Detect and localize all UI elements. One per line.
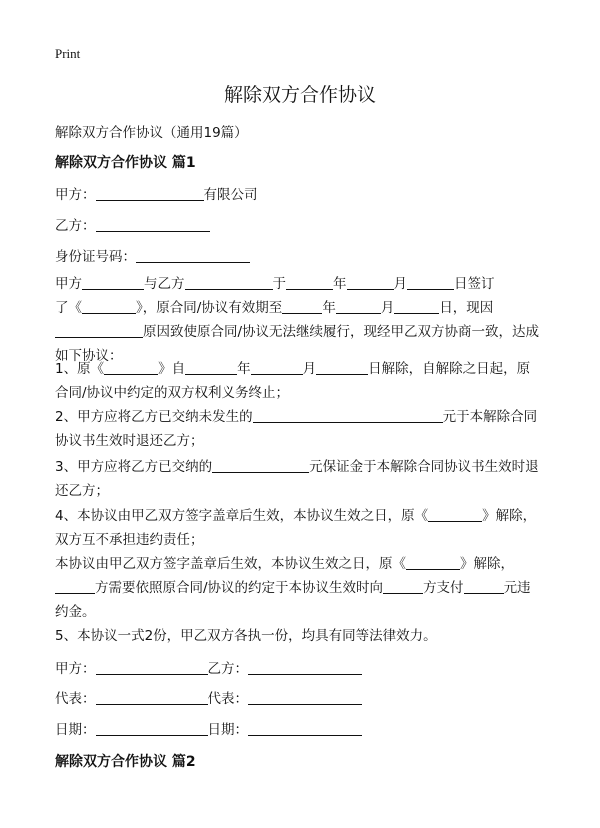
clause-3 [55, 455, 555, 503]
sig-label: 甲方： [55, 661, 96, 677]
clause-text: 合同/协议中约定的双方权利义务终止； [55, 385, 290, 401]
intro-paragraph [55, 272, 555, 368]
blank [55, 323, 143, 338]
blank [248, 690, 362, 705]
clause-text: 元违 [503, 580, 531, 596]
intro-text: 月 [393, 276, 407, 292]
blank [383, 579, 423, 594]
intro-text: 日签订 [454, 276, 495, 292]
clause-text: 2、甲方应将乙方已交纳未发生的 [55, 409, 253, 425]
clause-text: 》自 [158, 361, 186, 377]
signature-row-date [55, 718, 362, 738]
blank [282, 299, 322, 314]
clause-2 [55, 405, 555, 453]
sig-label: 日期： [207, 722, 248, 738]
intro-text: 年 [322, 300, 336, 316]
party-b-label: 乙方： [55, 218, 96, 234]
clause-4 [55, 504, 555, 552]
clause-text: 日解除，自解除之日起，原 [368, 361, 531, 377]
id-number-blank [136, 248, 250, 263]
blank [316, 360, 368, 375]
signature-row-party [55, 657, 362, 677]
print-link[interactable]: Print [55, 46, 81, 61]
sig-label: 代表： [207, 691, 248, 707]
party-a-suffix: 有限公司 [203, 187, 258, 203]
clause-text: 约金。 [55, 604, 96, 620]
party-a-blank [96, 186, 204, 201]
blank [96, 721, 208, 736]
blank [407, 275, 454, 290]
clause-text: 双方互不承担违约责任； [55, 532, 204, 548]
sig-label: 代表： [55, 691, 96, 707]
id-number-label: 身份证号码： [55, 249, 136, 265]
clause-text: 元于本解除合同 [442, 409, 538, 425]
blank [104, 360, 158, 375]
clause-text: 年 [237, 361, 251, 377]
document-title: 解除双方合作协议 [223, 84, 376, 106]
blank [96, 660, 208, 675]
party-a-label: 甲方： [55, 187, 96, 203]
intro-text: 甲方 [55, 276, 82, 292]
intro-text: 与乙方 [144, 276, 185, 292]
clause-text: 》解除， [460, 556, 514, 572]
blank [464, 579, 504, 594]
blank [55, 579, 95, 594]
clause-text: 本协议由甲乙双方签字盖章后生效，本协议生效之日，原《 [55, 556, 406, 572]
intro-text: 如下协议： [55, 348, 123, 364]
clause-text: 4、本协议由甲乙双方签字盖章后生效，本协议生效之日，原《 [55, 508, 429, 524]
clause-4b [55, 552, 555, 624]
intro-text: 月 [380, 300, 395, 316]
party-b-blank [96, 217, 210, 232]
blank [286, 275, 333, 290]
sig-label: 日期： [55, 722, 96, 738]
clause-5: 5、本协议一式2份，甲乙双方各执一份，均具有同等法律效力。 [55, 628, 437, 644]
blank [96, 690, 208, 705]
signature-row-rep [55, 687, 362, 707]
intro-text: 》，原合同/协议有效期至 [136, 300, 283, 316]
intro-text: 了《 [55, 300, 82, 316]
blank [185, 360, 237, 375]
id-number-line [55, 245, 250, 265]
clause-1 [55, 357, 555, 405]
blank [394, 299, 439, 314]
intro-text: 日，现因 [439, 300, 494, 316]
blank [347, 275, 394, 290]
blank [336, 299, 381, 314]
blank [428, 507, 482, 522]
section-heading-1: 解除双方合作协议 篇1 [55, 155, 196, 171]
sig-label: 乙方： [207, 661, 248, 677]
intro-text: 原因致使原合同/协议无法继续履行，现经甲乙双方协商一致，达成 [143, 324, 540, 340]
clause-text: 方支付 [423, 580, 464, 596]
blank [406, 555, 460, 570]
blank [251, 360, 303, 375]
party-b-line [55, 214, 210, 234]
blank [185, 275, 273, 290]
clause-text: 3、甲方应将乙方已交纳的 [55, 459, 213, 475]
section-heading-2: 解除双方合作协议 篇2 [55, 754, 196, 770]
blank [82, 299, 136, 314]
intro-text: 年 [333, 276, 347, 292]
blank [248, 721, 362, 736]
clause-text: 》解除， [482, 508, 537, 524]
clause-text: 协议书生效时退还乙方； [55, 433, 204, 449]
blank [248, 660, 362, 675]
blank [212, 458, 309, 473]
blank [82, 275, 144, 290]
intro-text: 于 [272, 276, 286, 292]
clause-text: 1、原《 [55, 361, 105, 377]
clause-text: 方需要依照原合同/协议的约定于本协议生效时向 [95, 580, 384, 596]
blank [253, 408, 443, 423]
party-a-line [55, 183, 258, 203]
clause-text: 月 [302, 361, 317, 377]
clause-text: 还乙方； [55, 483, 109, 499]
clause-text: 元保证金于本解除合同协议书生效时退 [309, 459, 539, 475]
document-subtitle: 解除双方合作协议（通用19篇） [55, 125, 248, 141]
